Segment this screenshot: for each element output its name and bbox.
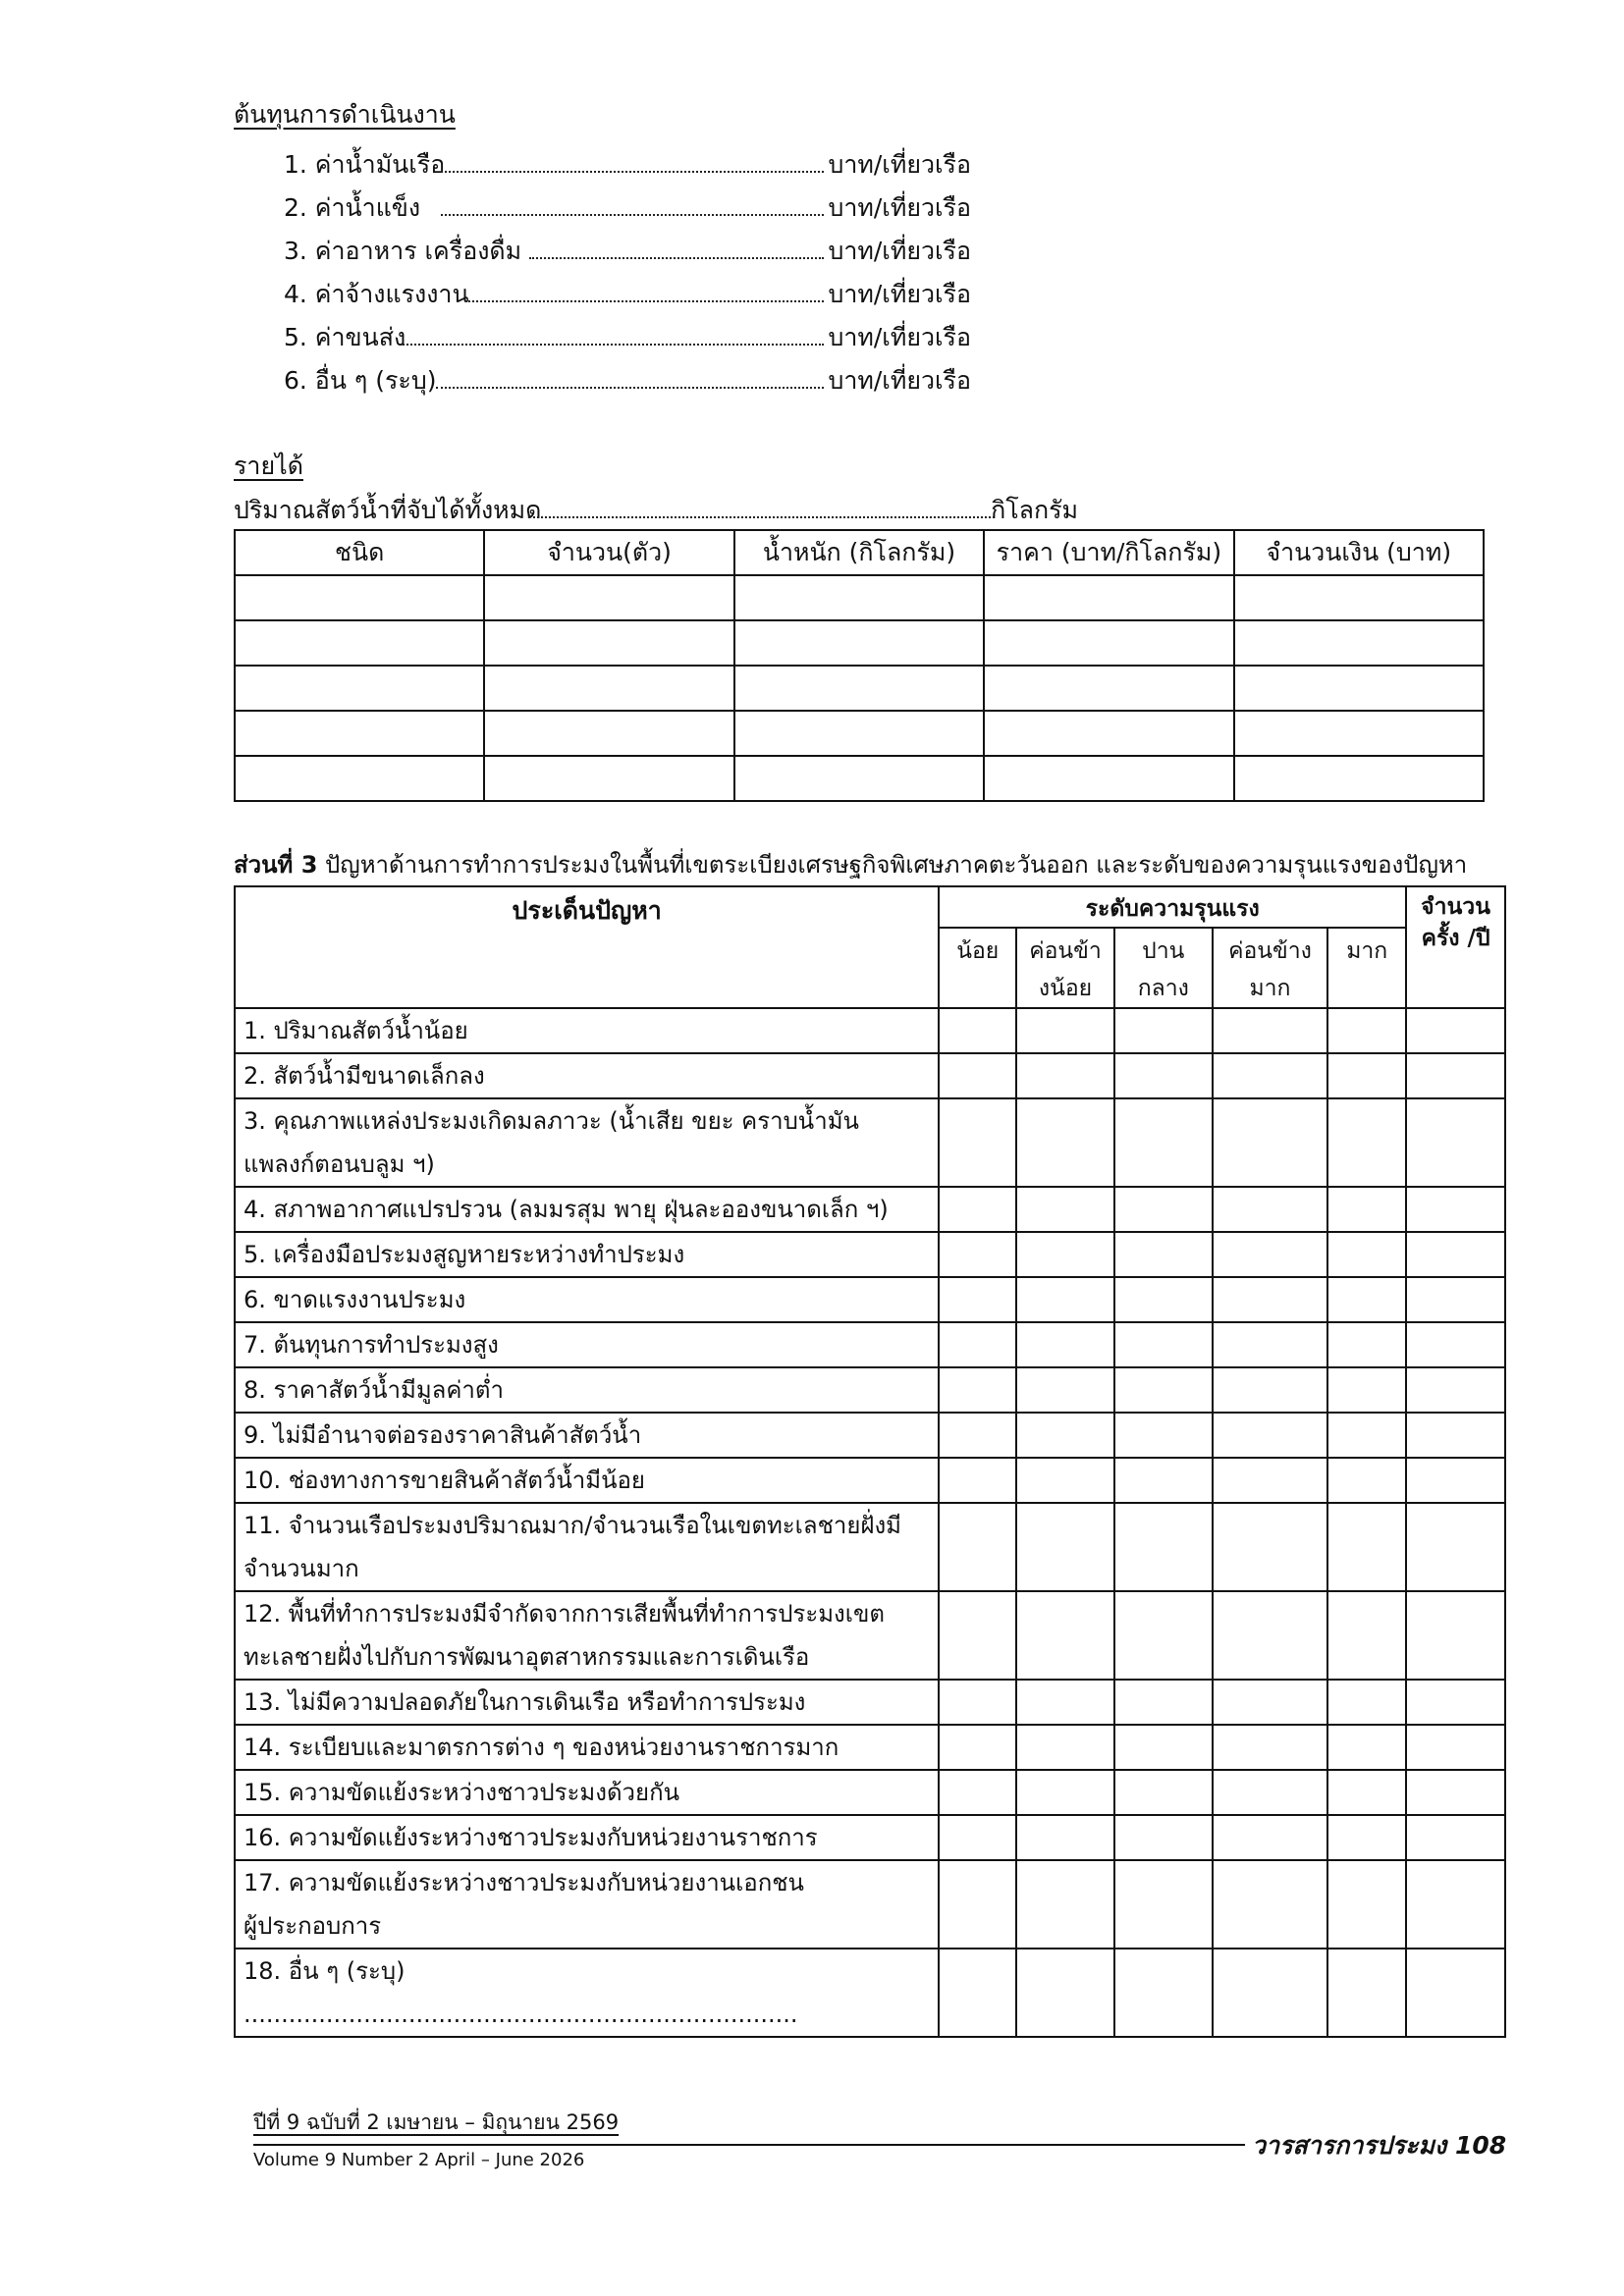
- table-row: [235, 1458, 1505, 1503]
- problem-text-line1: 13. ไม่มีความปลอดภัยในการเดินเรือ หรือทำการประมง: [244, 1688, 806, 1716]
- severity-cell[interactable]: [1327, 1367, 1406, 1413]
- severity-level: [1016, 928, 1114, 1008]
- count-cell[interactable]: [1406, 1860, 1505, 1949]
- severity-cell[interactable]: [1327, 1098, 1406, 1187]
- severity-cell[interactable]: [1213, 1949, 1328, 2037]
- cost-item-unit: บาท/เที่ยวเรือ: [828, 193, 971, 222]
- severity-cell[interactable]: [1327, 1187, 1406, 1232]
- income-heading: รายได้: [234, 452, 303, 480]
- severity-cell[interactable]: [1016, 1860, 1114, 1949]
- problem-cell: [235, 1098, 939, 1187]
- table-row: [235, 1187, 1505, 1232]
- fill-in-line[interactable]: [436, 387, 824, 389]
- severity-cell[interactable]: [1213, 1770, 1328, 1815]
- cost-item-unit: บาท/เที่ยวเรือ: [828, 237, 971, 265]
- problem-text-line1: 6. ขาดแรงงานประมง: [244, 1286, 466, 1313]
- count-cell[interactable]: [1406, 1098, 1505, 1187]
- severity-cell[interactable]: [1327, 1815, 1406, 1860]
- table-cell[interactable]: [1234, 620, 1484, 666]
- problem-text-line1: 12. พื้นที่ทำการประมงมีจำกัดจากการเสียพื้นที่ทำการประมงเขต: [244, 1600, 885, 1628]
- severity-cell[interactable]: [1213, 1815, 1328, 1860]
- table-row: [235, 711, 1484, 756]
- severity-cell[interactable]: [939, 1277, 1016, 1322]
- severity-cell[interactable]: [1114, 1680, 1213, 1725]
- problem-cell: [235, 1591, 939, 1680]
- severity-level-line1: มาก: [1346, 938, 1388, 964]
- table-row: [235, 1860, 1505, 1949]
- severity-cell[interactable]: [1016, 1277, 1114, 1322]
- severity-cell[interactable]: [1213, 1503, 1328, 1591]
- cost-item: [284, 185, 971, 224]
- severity-cell[interactable]: [1016, 1187, 1114, 1232]
- table-row: [235, 1591, 1505, 1680]
- table-row: [235, 1008, 1505, 1053]
- severity-level-line2: กลาง: [1137, 976, 1189, 1001]
- table-cell[interactable]: [235, 756, 484, 801]
- count-cell[interactable]: [1406, 1815, 1505, 1860]
- table-cell[interactable]: [1234, 756, 1484, 801]
- count-cell[interactable]: [1406, 1591, 1505, 1680]
- cost-item-label: 5. ค่าขนส่ง: [284, 323, 406, 351]
- severity-level-line1: ค่อนข้า: [1029, 938, 1102, 964]
- cost-item: [284, 271, 971, 310]
- column-header: ราคา (บาท/กิโลกรัม): [984, 530, 1233, 575]
- problem-text-line1: 18. อื่น ๆ (ระบุ) ..........................................................................: [244, 1957, 798, 2028]
- table-row: [235, 1503, 1505, 1591]
- severity-cell[interactable]: [1327, 1322, 1406, 1367]
- severity-cell[interactable]: [1327, 1458, 1406, 1503]
- severity-cell[interactable]: [1016, 1232, 1114, 1277]
- cost-item: [284, 314, 971, 353]
- severity-level: [1114, 928, 1213, 1008]
- table-cell[interactable]: [484, 666, 733, 711]
- severity-cell[interactable]: [1213, 1458, 1328, 1503]
- problem-cell: [235, 1367, 939, 1413]
- severity-cell[interactable]: [939, 1725, 1016, 1770]
- fill-in-line[interactable]: [400, 344, 824, 346]
- severity-cell[interactable]: [1327, 1725, 1406, 1770]
- column-header: ชนิด: [235, 530, 484, 575]
- cost-item-label: 4. ค่าจ้างแรงงาน: [284, 280, 469, 308]
- severity-level-line2: งน้อย: [1038, 976, 1093, 1001]
- problem-cell: [235, 1815, 939, 1860]
- problem-cell: [235, 1503, 939, 1591]
- severity-cell[interactable]: [1016, 1008, 1114, 1053]
- severity-cell[interactable]: [1114, 1591, 1213, 1680]
- severity-level-line2: มาก: [1249, 976, 1291, 1001]
- severity-cell[interactable]: [939, 1680, 1016, 1725]
- table-cell[interactable]: [984, 756, 1233, 801]
- problem-text-line1: 11. จำนวนเรือประมงปริมาณมาก/จำนวนเรือในเขตทะเลชายฝั่งมี: [244, 1512, 901, 1539]
- cost-item-label: 3. ค่าอาหาร เครื่องดื่ม: [284, 237, 522, 265]
- table-cell[interactable]: [984, 711, 1233, 756]
- table-row: [235, 1053, 1505, 1098]
- severity-level-line1: ปาน: [1142, 938, 1185, 964]
- severity-level: [939, 928, 1016, 1008]
- severity-level: [1327, 928, 1406, 1008]
- problem-table: [234, 885, 1506, 2038]
- table-row: [235, 1949, 1505, 2037]
- problem-text-line1: 2. สัตว์น้ำมีขนาดเล็กลง: [244, 1062, 485, 1090]
- severity-cell[interactable]: [1114, 1053, 1213, 1098]
- problem-cell: [235, 1187, 939, 1232]
- table-row: [235, 1098, 1505, 1187]
- severity-cell[interactable]: [1114, 1860, 1213, 1949]
- severity-cell[interactable]: [1327, 1232, 1406, 1277]
- severity-cell[interactable]: [1213, 1053, 1328, 1098]
- table-cell[interactable]: [984, 666, 1233, 711]
- table-header-row: [235, 530, 1484, 575]
- problem-text-line2: ทะเลชายฝั่งไปกับการพัฒนาอุตสาหกรรมและการเดินเรือ: [244, 1643, 810, 1671]
- severity-cell[interactable]: [1114, 1367, 1213, 1413]
- severity-cell[interactable]: [1213, 1098, 1328, 1187]
- severity-cell[interactable]: [1213, 1008, 1328, 1053]
- problem-cell: [235, 1232, 939, 1277]
- problem-cell: [235, 1322, 939, 1367]
- cost-item-label: 6. อื่น ๆ (ระบุ): [284, 366, 437, 395]
- severity-cell[interactable]: [1016, 1770, 1114, 1815]
- table-cell[interactable]: [235, 666, 484, 711]
- severity-cell[interactable]: [939, 1503, 1016, 1591]
- cost-item: [284, 228, 971, 267]
- severity-cell[interactable]: [1213, 1187, 1328, 1232]
- column-header: จำนวนเงิน (บาท): [1234, 530, 1484, 575]
- column-header-severity: ระดับความรุนแรง: [939, 886, 1406, 928]
- problem-text-line1: 10. ช่องทางการขายสินค้าสัตว์น้ำมีน้อย: [244, 1467, 645, 1494]
- severity-cell[interactable]: [939, 1949, 1016, 2037]
- severity-cell[interactable]: [939, 1591, 1016, 1680]
- footer-issue-en: Volume 9 Number 2 April – June 2026: [253, 2150, 585, 2170]
- severity-cell[interactable]: [1327, 1503, 1406, 1591]
- section3-number: ส่วนที่ 3: [234, 851, 318, 879]
- severity-cell[interactable]: [1327, 1770, 1406, 1815]
- problem-cell: [235, 1725, 939, 1770]
- severity-cell[interactable]: [1327, 1680, 1406, 1725]
- table-row: [235, 620, 1484, 666]
- table-cell[interactable]: [734, 620, 984, 666]
- cost-item-unit: บาท/เที่ยวเรือ: [828, 150, 971, 179]
- count-cell[interactable]: [1406, 1187, 1505, 1232]
- severity-cell[interactable]: [1016, 1413, 1114, 1458]
- severity-cell[interactable]: [1016, 1503, 1114, 1591]
- severity-cell[interactable]: [1016, 1815, 1114, 1860]
- footer-divider: [253, 2144, 1245, 2146]
- table-header-row: [235, 886, 1505, 928]
- column-header-count: [1406, 886, 1505, 1008]
- severity-cell[interactable]: [939, 1815, 1016, 1860]
- table-row: [235, 1232, 1505, 1277]
- severity-cell[interactable]: [1016, 1322, 1114, 1367]
- severity-cell[interactable]: [1213, 1232, 1328, 1277]
- cost-item-label: 1. ค่าน้ำมันเรือ: [284, 150, 446, 179]
- severity-cell[interactable]: [1213, 1413, 1328, 1458]
- severity-cell[interactable]: [1016, 1458, 1114, 1503]
- problem-cell: [235, 1860, 939, 1949]
- problem-cell: [235, 1458, 939, 1503]
- severity-cell[interactable]: [1213, 1322, 1328, 1367]
- table-row: [235, 1815, 1505, 1860]
- column-header-count-line2: ครั้ง /ปี: [1421, 926, 1490, 951]
- column-header: น้ำหนัก (กิโลกรัม): [734, 530, 984, 575]
- table-row: [235, 756, 1484, 801]
- count-cell[interactable]: [1406, 1367, 1505, 1413]
- problem-cell: [235, 1680, 939, 1725]
- severity-cell[interactable]: [1327, 1277, 1406, 1322]
- table-cell[interactable]: [734, 666, 984, 711]
- severity-cell[interactable]: [1114, 1008, 1213, 1053]
- count-cell[interactable]: [1406, 1008, 1505, 1053]
- count-cell[interactable]: [1406, 1053, 1505, 1098]
- severity-cell[interactable]: [1114, 1770, 1213, 1815]
- table-row: [235, 1322, 1505, 1367]
- table-row: [235, 1277, 1505, 1322]
- table-cell[interactable]: [235, 575, 484, 620]
- problem-text-line1: 15. ความขัดแย้งระหว่างชาวประมงด้วยกัน: [244, 1779, 679, 1806]
- problem-text-line2: ผู้ประกอบการ: [244, 1912, 382, 1940]
- count-cell[interactable]: [1406, 1322, 1505, 1367]
- income-total-label: ปริมาณสัตว์น้ำที่จับได้ทั้งหมด: [234, 496, 542, 524]
- severity-cell[interactable]: [939, 1860, 1016, 1949]
- problem-text-line1: 17. ความขัดแย้งระหว่างชาวประมงกับหน่วยงานเอกชน: [244, 1869, 804, 1896]
- severity-cell[interactable]: [1114, 1277, 1213, 1322]
- cost-item: [284, 141, 971, 181]
- problem-body: [235, 1008, 1505, 2037]
- severity-cell[interactable]: [1016, 1367, 1114, 1413]
- count-cell[interactable]: [1406, 1413, 1505, 1458]
- column-header-count-line1: จำนวน: [1421, 894, 1490, 920]
- problem-text-line1: 3. คุณภาพแหล่งประมงเกิดมลภาวะ (น้ำเสีย ขยะ คราบน้ำมัน: [244, 1107, 859, 1135]
- problem-cell: [235, 1277, 939, 1322]
- severity-cell[interactable]: [1114, 1232, 1213, 1277]
- section3-title-text: ปัญหาด้านการทำการประมงในพื้นที่เขตระเบียงเศรษฐกิจพิเศษภาคตะวันออก และระดับของความรุนแรงของปัญหา: [325, 851, 1468, 879]
- count-cell[interactable]: [1406, 1277, 1505, 1322]
- count-cell[interactable]: [1406, 1458, 1505, 1503]
- severity-cell[interactable]: [939, 1232, 1016, 1277]
- severity-cell[interactable]: [1114, 1413, 1213, 1458]
- table-cell[interactable]: [484, 711, 733, 756]
- table-cell[interactable]: [484, 575, 733, 620]
- table-row: [235, 1725, 1505, 1770]
- income-total-unit: กิโลกรัม: [991, 496, 1078, 524]
- problem-cell: [235, 1770, 939, 1815]
- column-header-issue: ประเด็นปัญหา: [235, 886, 939, 1008]
- problem-cell: [235, 1413, 939, 1458]
- severity-cell[interactable]: [1327, 1949, 1406, 2037]
- table-row: [235, 1413, 1505, 1458]
- severity-cell[interactable]: [1016, 1949, 1114, 2037]
- severity-cell[interactable]: [1114, 1949, 1213, 2037]
- cost-item-unit: บาท/เที่ยวเรือ: [828, 366, 971, 395]
- problem-text-line2: แพลงก์ตอนบลูม ฯ): [244, 1150, 435, 1178]
- severity-cell[interactable]: [1327, 1008, 1406, 1053]
- severity-cell[interactable]: [1114, 1187, 1213, 1232]
- severity-cell[interactable]: [939, 1187, 1016, 1232]
- footer-journal: วารสารการประมง 108: [1252, 2131, 1507, 2160]
- cost-item-unit: บาท/เที่ยวเรือ: [828, 323, 971, 351]
- severity-cell[interactable]: [939, 1770, 1016, 1815]
- severity-cell[interactable]: [1327, 1053, 1406, 1098]
- severity-level-line1: ค่อนข้าง: [1228, 938, 1312, 964]
- severity-cell[interactable]: [1016, 1098, 1114, 1187]
- severity-cell[interactable]: [1114, 1098, 1213, 1187]
- problem-cell: [235, 1949, 939, 2037]
- severity-cell[interactable]: [1327, 1860, 1406, 1949]
- problem-cell: [235, 1008, 939, 1053]
- problem-text-line2: จำนวนมาก: [244, 1555, 359, 1582]
- problem-text-line1: 5. เครื่องมือประมงสูญหายระหว่างทำประมง: [244, 1241, 685, 1268]
- fill-in-line[interactable]: [528, 516, 995, 518]
- table-row: [235, 1367, 1505, 1413]
- count-cell[interactable]: [1406, 1680, 1505, 1725]
- problem-text-line1: 1. ปริมาณสัตว์น้ำน้อย: [244, 1017, 468, 1044]
- severity-cell[interactable]: [939, 1008, 1016, 1053]
- severity-cell[interactable]: [1213, 1680, 1328, 1725]
- severity-cell[interactable]: [1016, 1591, 1114, 1680]
- table-cell[interactable]: [1234, 575, 1484, 620]
- table-cell[interactable]: [235, 620, 484, 666]
- severity-cell[interactable]: [939, 1098, 1016, 1187]
- problem-cell: [235, 1053, 939, 1098]
- severity-cell[interactable]: [939, 1053, 1016, 1098]
- table-row: [235, 666, 1484, 711]
- severity-cell[interactable]: [1213, 1591, 1328, 1680]
- count-cell[interactable]: [1406, 1503, 1505, 1591]
- severity-level: [1213, 928, 1328, 1008]
- severity-cell[interactable]: [1016, 1053, 1114, 1098]
- cost-item-unit: บาท/เที่ยวเรือ: [828, 280, 971, 308]
- fill-in-line[interactable]: [529, 257, 824, 259]
- count-cell[interactable]: [1406, 1770, 1505, 1815]
- severity-cell[interactable]: [939, 1322, 1016, 1367]
- fill-in-line[interactable]: [441, 171, 824, 173]
- severity-cell[interactable]: [939, 1458, 1016, 1503]
- severity-cell[interactable]: [1213, 1367, 1328, 1413]
- problem-text-line1: 14. ระเบียบและมาตรการต่าง ๆ ของหน่วยงานราชการมาก: [244, 1734, 839, 1761]
- severity-cell[interactable]: [1016, 1725, 1114, 1770]
- table-cell[interactable]: [734, 575, 984, 620]
- count-cell[interactable]: [1406, 1949, 1505, 2037]
- table-cell[interactable]: [1234, 711, 1484, 756]
- table-cell[interactable]: [984, 575, 1233, 620]
- section3-title: [234, 848, 1510, 881]
- fill-in-line[interactable]: [465, 300, 824, 302]
- problem-text-line1: 7. ต้นทุนการทำประมงสูง: [244, 1331, 499, 1359]
- severity-cell[interactable]: [939, 1413, 1016, 1458]
- severity-cell[interactable]: [1114, 1725, 1213, 1770]
- footer-issue-th: ปีที่ 9 ฉบับที่ 2 เมษายน – มิถุนายน 2569: [253, 2110, 620, 2134]
- table-cell[interactable]: [984, 620, 1233, 666]
- severity-cell[interactable]: [1213, 1725, 1328, 1770]
- cost-item-label: 2. ค่าน้ำแข็ง: [284, 193, 421, 222]
- problem-text-line1: 9. ไม่มีอำนาจต่อรองราคาสินค้าสัตว์น้ำ: [244, 1421, 642, 1449]
- severity-cell[interactable]: [1213, 1277, 1328, 1322]
- count-cell[interactable]: [1406, 1725, 1505, 1770]
- fill-in-line[interactable]: [441, 214, 824, 216]
- table-row: [235, 575, 1484, 620]
- severity-cell[interactable]: [1114, 1322, 1213, 1367]
- costs-heading: ต้นทุนการดำเนินงาน: [234, 100, 456, 129]
- table-cell[interactable]: [484, 756, 733, 801]
- table-cell[interactable]: [484, 620, 733, 666]
- severity-cell[interactable]: [1114, 1815, 1213, 1860]
- income-total-row: [234, 491, 1078, 526]
- problem-text-line1: 8. ราคาสัตว์น้ำมีมูลค่าต่ำ: [244, 1376, 504, 1404]
- table-cell[interactable]: [1234, 666, 1484, 711]
- problem-text-line1: 4. สภาพอากาศแปรปรวน (ลมมรสุม พายุ ฝุ่นละอองขนาดเล็ก ฯ): [244, 1196, 889, 1223]
- table-cell[interactable]: [734, 711, 984, 756]
- count-cell[interactable]: [1406, 1232, 1505, 1277]
- column-header: จำนวน(ตัว): [484, 530, 733, 575]
- severity-cell[interactable]: [1114, 1503, 1213, 1591]
- severity-cell[interactable]: [1327, 1413, 1406, 1458]
- severity-cell[interactable]: [1327, 1591, 1406, 1680]
- problem-text-line1: 16. ความขัดแย้งระหว่างชาวประมงกับหน่วยงานราชการ: [244, 1824, 818, 1851]
- table-row: [235, 1680, 1505, 1725]
- severity-cell[interactable]: [1114, 1458, 1213, 1503]
- severity-cell[interactable]: [1016, 1680, 1114, 1725]
- cost-item: [284, 357, 971, 397]
- table-cell[interactable]: [235, 711, 484, 756]
- severity-cell[interactable]: [939, 1367, 1016, 1413]
- severity-cell[interactable]: [1213, 1860, 1328, 1949]
- severity-level-line1: น้อย: [956, 938, 1000, 964]
- income-table: [234, 529, 1485, 802]
- table-row: [235, 1770, 1505, 1815]
- table-cell[interactable]: [734, 756, 984, 801]
